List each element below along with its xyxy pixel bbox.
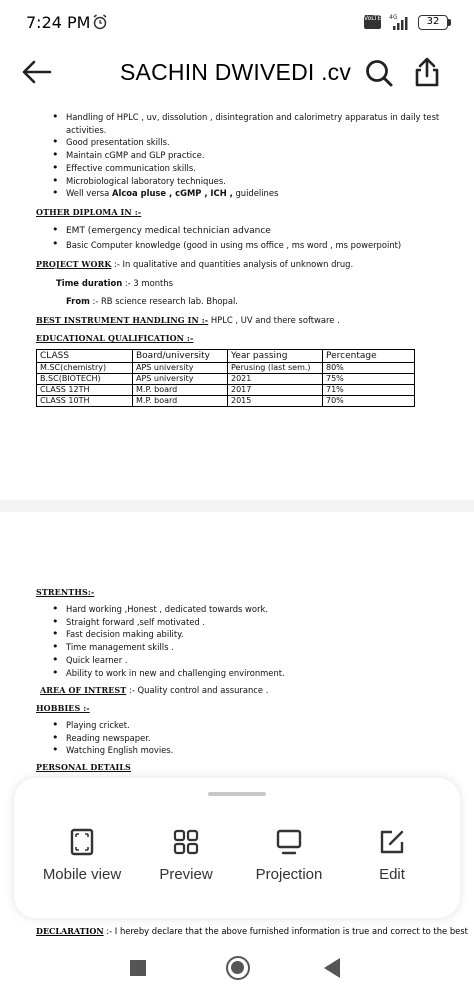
system-nav-bar xyxy=(0,944,474,1000)
mobile-view-button[interactable] xyxy=(32,828,132,898)
list-item: • Microbiological laboratory techniques. xyxy=(52,175,439,188)
list-item: • Good presentation skills. xyxy=(52,136,439,149)
project-heading: PROJECT WORK xyxy=(36,259,112,269)
signal-label: 4G xyxy=(389,14,398,21)
projection-label: Projection xyxy=(255,866,323,883)
table-header-row xyxy=(37,350,415,363)
other-diploma-heading: OTHER DIPLOMA IN :- xyxy=(36,207,142,217)
battery-icon xyxy=(418,15,448,30)
instrument-line: BEST INSTRUMENT HANDLING IN :- HPLC , UV and there software . xyxy=(36,315,340,325)
document-title: SACHIN DWIVEDI .cv xyxy=(120,59,352,85)
status-time: 7:24 PM xyxy=(26,13,91,32)
battery-level: 32 xyxy=(426,16,440,27)
list-item: • Ability to work in new and challenging environment. xyxy=(52,667,285,680)
view-options-sheet xyxy=(14,778,460,918)
list-item: • Straight forward ,self motivated . xyxy=(52,616,285,629)
table-header: Board/university xyxy=(133,350,228,363)
list-item: • Effective communication skills. xyxy=(52,162,439,175)
app-bar xyxy=(0,44,474,102)
home-icon[interactable] xyxy=(226,956,250,980)
list-item: • Handling of HPLC , uv, dissolution , disintegration and calorimetry apparatus in daily test activities. xyxy=(52,111,439,136)
education-heading: EDUCATIONAL QUALIFICATION :- xyxy=(36,333,194,343)
sheet-drag-handle[interactable] xyxy=(208,792,266,796)
search-icon[interactable] xyxy=(364,58,394,88)
table-row: CLASS 10TH M.P. board 2015 70% xyxy=(37,396,415,407)
edit-label: Edit xyxy=(379,866,405,883)
list-item: • Fast decision making ability. xyxy=(52,628,285,641)
list-item: • Reading newspaper. xyxy=(52,732,173,745)
strengths-heading: STRENTHS:- xyxy=(36,587,95,597)
project-line: PROJECT WORK :- In qualitative and quantities analysis of unknown drug. xyxy=(36,259,354,269)
list-item: • Playing cricket. xyxy=(52,719,173,732)
list-item: • Quick learner . xyxy=(52,654,285,667)
share-icon[interactable] xyxy=(412,56,442,88)
table-header: Percentage xyxy=(323,350,415,363)
grid-icon xyxy=(172,828,200,856)
instrument-heading: BEST INSTRUMENT HANDLING IN :- xyxy=(36,315,209,325)
interest-heading: AREA OF INTREST xyxy=(40,685,127,695)
hobbies-heading: HOBBIES :- xyxy=(36,703,90,713)
recents-icon[interactable] xyxy=(130,960,146,976)
page-break xyxy=(0,500,474,512)
alarm-icon xyxy=(92,14,108,30)
strengths-list xyxy=(52,603,285,679)
declaration-heading: DECLARATION xyxy=(36,926,104,936)
skills-list xyxy=(52,111,439,200)
hobbies-list xyxy=(52,719,173,757)
list-item: • Hard working ,Honest , dedicated towards work. xyxy=(52,603,285,616)
preview-button[interactable] xyxy=(136,828,236,898)
list-item: • EMT (emergency medical technician advance xyxy=(52,224,401,238)
list-item: • Watching English movies. xyxy=(52,744,173,757)
mobile-view-icon xyxy=(68,828,96,856)
signal-icon xyxy=(385,13,411,31)
table-header: Year passing xyxy=(228,350,323,363)
battery-tip xyxy=(448,19,451,26)
from-line: From :- RB science research lab. Bhopal. xyxy=(66,296,238,306)
list-item: • Time management skills . xyxy=(52,641,285,654)
mobile-view-label: Mobile view xyxy=(42,866,122,883)
table-row: CLASS 12TH M.P. board 2017 71% xyxy=(37,385,415,396)
edit-icon xyxy=(378,828,406,856)
list-item: • Basic Computer knowledge (good in using ms office , ms word , ms powerpoint) xyxy=(52,238,401,252)
preview-label: Preview xyxy=(159,866,213,883)
list-item: • Well versa Alcoa pluse , cGMP , ICH , guidelines xyxy=(52,187,439,200)
table-row: M.SC(chemistry) APS university Perusing (last sem.) 80% xyxy=(37,363,415,374)
table-header: CLASS xyxy=(37,350,133,363)
projection-button[interactable] xyxy=(239,828,339,898)
personal-details-heading: PERSONAL DETAILS xyxy=(36,762,131,772)
education-table xyxy=(36,349,415,407)
table-row: B.SC(BIOTECH) APS university 2021 75% xyxy=(37,374,415,385)
diploma-list xyxy=(52,224,401,252)
list-item: • Maintain cGMP and GLP practice. xyxy=(52,149,439,162)
volte-badge: VoLTE xyxy=(364,15,381,29)
back-icon[interactable] xyxy=(324,958,340,978)
monitor-icon xyxy=(275,828,303,856)
edit-button[interactable] xyxy=(342,828,442,898)
declaration-line: DECLARATION :- I hereby declare that the above furnished information is true and correct to the best xyxy=(36,926,468,936)
back-arrow-icon[interactable] xyxy=(20,58,52,86)
duration-line: Time duration :- 3 months xyxy=(56,278,173,288)
interest-line: AREA OF INTREST :- Quality control and assurance . xyxy=(40,685,269,695)
status-bar xyxy=(0,0,474,44)
